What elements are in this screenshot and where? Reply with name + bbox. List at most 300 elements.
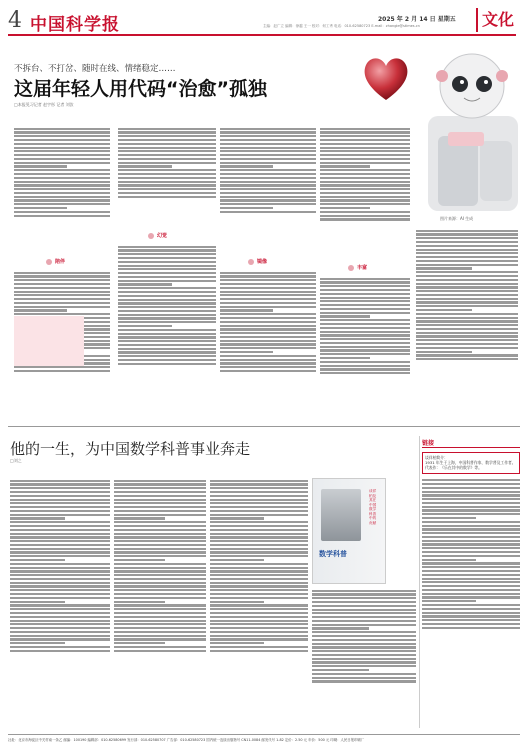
text-line [14, 203, 110, 205]
text-line [320, 319, 410, 321]
text-line [10, 589, 110, 591]
heart-icon [360, 52, 412, 104]
text-line [422, 521, 520, 523]
text-line [312, 650, 416, 652]
text-line [114, 540, 206, 542]
text-line [320, 334, 410, 336]
text-line [114, 555, 206, 557]
text-line [114, 525, 206, 527]
text-line [118, 165, 172, 167]
text-line [118, 299, 216, 301]
text-line [422, 517, 476, 519]
text-line [320, 169, 410, 171]
text-line [210, 495, 308, 497]
text-line [422, 562, 520, 564]
text-line [320, 297, 410, 299]
text-line [114, 487, 206, 489]
text-line [10, 510, 110, 512]
text-line [118, 143, 216, 145]
text-line [118, 321, 216, 323]
text-line [118, 177, 216, 179]
text-line [320, 315, 370, 317]
text-line [416, 286, 518, 288]
text-line [210, 555, 308, 557]
text-line [320, 196, 410, 198]
text-line [220, 366, 316, 368]
text-line [220, 283, 316, 285]
text-line [312, 612, 416, 614]
text-line [220, 169, 316, 171]
text-line [10, 612, 110, 614]
text-line [312, 658, 416, 660]
text-line [210, 601, 264, 603]
text-line [320, 173, 410, 175]
text-line [422, 532, 520, 534]
text-line [114, 480, 206, 482]
text-line [312, 673, 416, 675]
text-line [220, 135, 316, 137]
text-line [114, 612, 206, 614]
text-line [320, 357, 370, 359]
text-line [210, 585, 308, 587]
text-line [422, 589, 520, 591]
text-line [220, 309, 273, 311]
masthead [8, 8, 516, 36]
text-line [118, 306, 216, 308]
article-column [320, 126, 410, 262]
text-line [114, 521, 206, 523]
text-line [114, 567, 206, 569]
text-line [312, 639, 416, 641]
text-line [210, 563, 308, 565]
text-line [220, 139, 316, 141]
text-line [320, 365, 410, 367]
text-line [114, 585, 206, 587]
text-line [114, 635, 206, 637]
text-line [320, 289, 410, 291]
text-line [416, 351, 472, 353]
text-line [114, 574, 206, 576]
text-line [416, 233, 518, 235]
text-line [118, 359, 216, 361]
highlight-block [14, 316, 84, 366]
article-column [220, 270, 316, 420]
text-line [118, 188, 216, 190]
text-line [320, 338, 410, 340]
text-line [118, 283, 172, 285]
text-line [416, 347, 518, 349]
text-line [320, 165, 370, 167]
text-line [14, 309, 67, 311]
text-line [422, 570, 520, 572]
article-column [118, 244, 216, 420]
text-line [10, 567, 110, 569]
section-label: 文化 [476, 8, 518, 32]
text-line [114, 506, 206, 508]
text-line [14, 184, 110, 186]
text-line [320, 147, 410, 149]
text-line [320, 215, 410, 217]
sidebar [422, 438, 520, 728]
text-line [416, 328, 518, 330]
section-subhead: 镜像 [248, 258, 267, 267]
text-line [422, 574, 520, 576]
text-line [416, 264, 518, 266]
text-line [320, 162, 410, 164]
sidebar-line: 1931 年生于上海，中国科普作家、数学普及工作者。 [425, 460, 516, 466]
text-line [114, 597, 206, 599]
text-line [114, 536, 206, 538]
text-line [422, 551, 520, 553]
text-line [118, 181, 216, 183]
text-line [220, 181, 316, 183]
text-line [10, 563, 110, 565]
text-line [422, 525, 520, 527]
text-line [118, 184, 216, 186]
text-line [10, 638, 110, 640]
text-line [320, 293, 410, 295]
text-line [416, 354, 518, 356]
text-line [114, 499, 206, 501]
text-line [10, 570, 110, 572]
text-line [312, 609, 416, 611]
text-line [10, 536, 110, 538]
text-line [320, 199, 410, 201]
article-column [10, 478, 110, 728]
text-line [10, 616, 110, 618]
text-line [220, 347, 316, 349]
text-line [220, 294, 316, 296]
text-line [14, 143, 110, 145]
text-line [10, 620, 110, 622]
text-line [118, 329, 216, 331]
text-line [114, 642, 165, 644]
text-line [10, 623, 110, 625]
text-line [416, 294, 518, 296]
text-line [118, 363, 216, 365]
text-line [422, 578, 520, 580]
text-line [114, 529, 206, 531]
text-line [10, 601, 65, 603]
text-line [220, 325, 316, 327]
text-line [416, 241, 518, 243]
text-line [312, 605, 416, 607]
text-line [210, 540, 308, 542]
text-line [312, 680, 416, 682]
text-line [220, 317, 316, 319]
text-line [14, 128, 110, 130]
text-line [220, 158, 316, 160]
text-line [14, 291, 110, 293]
text-line [320, 207, 370, 209]
sidebar-header: 链接 [422, 438, 520, 448]
text-line [312, 669, 369, 671]
text-line [10, 646, 110, 648]
text-line [320, 327, 410, 329]
text-line [422, 596, 520, 598]
text-line [118, 131, 216, 133]
text-line [118, 154, 216, 156]
text-line [210, 616, 308, 618]
text-line [312, 590, 416, 592]
text-line [10, 514, 110, 516]
text-line [220, 196, 316, 198]
text-line [14, 366, 110, 368]
text-line [118, 169, 216, 171]
text-line [312, 635, 416, 637]
paper-logo: 中国科学报 [30, 15, 120, 35]
text-line [118, 276, 216, 278]
text-line [114, 589, 206, 591]
text-line [14, 207, 67, 209]
article-kicker: 不拆台、不打岔、随时在线、情绪稳定…… [14, 64, 176, 74]
text-line [114, 510, 206, 512]
text-line [114, 646, 206, 648]
text-line [210, 593, 308, 595]
text-line [320, 135, 410, 137]
text-line [10, 517, 65, 519]
text-line [416, 320, 518, 322]
text-line [114, 491, 206, 493]
sidebar-line: 代表作：《乐在其中的数学》等。 [425, 465, 482, 471]
text-line [422, 536, 520, 538]
text-line [10, 650, 110, 652]
book-title: 数学科普 [319, 550, 347, 558]
text-line [220, 362, 316, 364]
text-line [422, 593, 520, 595]
text-line [114, 551, 206, 553]
text-line [422, 528, 520, 530]
text-line [118, 196, 216, 198]
text-line [220, 306, 316, 308]
text-line [118, 257, 216, 259]
text-line [10, 597, 110, 599]
text-line [320, 281, 410, 283]
text-line [416, 332, 518, 334]
text-line [10, 525, 110, 527]
text-line [14, 272, 110, 274]
text-line [220, 336, 316, 338]
text-line [14, 131, 110, 133]
text-line [422, 513, 520, 515]
text-line [320, 139, 410, 141]
text-line [10, 627, 110, 629]
text-line [10, 593, 110, 595]
text-line [416, 313, 518, 315]
text-line [10, 540, 110, 542]
text-line [220, 298, 316, 300]
text-line [422, 559, 476, 561]
text-line [118, 291, 216, 293]
text-line [220, 211, 316, 213]
text-line [210, 638, 308, 640]
article-column [118, 126, 216, 230]
text-line [14, 287, 110, 289]
text-line [422, 555, 520, 557]
text-line [14, 162, 110, 164]
text-line [14, 181, 110, 183]
text-line [10, 506, 110, 508]
text-line [220, 147, 316, 149]
text-line [10, 491, 110, 493]
editor-line: 主编：赵广立 编辑：徐越 王一 校对：何工秀 电话：010-62580723 E-mail：zhangle@stimes.cn [263, 24, 420, 28]
text-line [416, 358, 518, 360]
text-line [422, 581, 520, 583]
text-line [220, 332, 316, 334]
text-line [114, 578, 206, 580]
text-line [114, 502, 206, 504]
text-line [320, 211, 410, 213]
text-line [10, 548, 110, 550]
text-line [422, 585, 520, 587]
text-line [220, 351, 273, 353]
text-line [10, 502, 110, 504]
text-line [210, 521, 308, 523]
text-line [320, 143, 410, 145]
sidebar-box [422, 452, 520, 474]
text-line [118, 249, 216, 251]
text-line [220, 328, 316, 330]
text-line [220, 370, 316, 372]
text-line [14, 147, 110, 149]
page-number: 4 [8, 8, 22, 33]
text-line [320, 154, 410, 156]
text-line [118, 128, 216, 130]
text-line [210, 578, 308, 580]
text-line [312, 627, 369, 629]
text-line [416, 279, 518, 281]
text-line [210, 597, 308, 599]
text-line [14, 306, 110, 308]
text-line [422, 612, 520, 614]
text-line [220, 184, 316, 186]
text-line [114, 620, 206, 622]
text-line [14, 165, 67, 167]
text-line [320, 128, 410, 130]
text-line [220, 165, 273, 167]
section-subhead: 丰富 [348, 264, 367, 273]
text-line [118, 302, 216, 304]
text-line [118, 158, 216, 160]
text-line [10, 642, 65, 644]
text-line [210, 491, 308, 493]
text-line [210, 502, 308, 504]
text-line [320, 372, 410, 374]
text-line [210, 487, 308, 489]
article-headline: 他的一生，为中国数学科普事业奔走 [10, 440, 251, 458]
robot-icon [408, 46, 520, 216]
text-line [10, 495, 110, 497]
text-line [114, 631, 206, 633]
text-line [416, 252, 518, 254]
sidebar-line: 谈祥柏简介： [425, 455, 448, 460]
article-column [416, 228, 518, 420]
text-line [210, 536, 308, 538]
text-line [210, 559, 264, 561]
text-line [220, 150, 316, 152]
text-line [220, 154, 316, 156]
text-line [114, 616, 206, 618]
text-line [220, 173, 316, 175]
column-rule [419, 436, 420, 728]
article-byline: □本报见习记者 赵宇彤 记者 刘汝 [14, 102, 74, 107]
text-line [10, 551, 110, 553]
text-line [114, 604, 206, 606]
article-column [320, 276, 410, 420]
text-line [118, 253, 216, 255]
text-line [320, 312, 410, 314]
article-column [210, 478, 308, 728]
text-line [114, 593, 206, 595]
text-line [320, 353, 410, 355]
text-line [220, 359, 316, 361]
text-line [14, 188, 110, 190]
text-line [114, 601, 165, 603]
text-line [416, 256, 518, 258]
text-line [320, 304, 410, 306]
text-line [312, 593, 416, 595]
text-line [416, 335, 518, 337]
text-line [118, 150, 216, 152]
text-line [422, 494, 520, 496]
text-line [14, 158, 110, 160]
text-line [10, 604, 110, 606]
text-line [10, 480, 110, 482]
text-line [220, 162, 316, 164]
text-line [220, 291, 316, 293]
article-column [114, 478, 206, 728]
text-line [14, 169, 110, 171]
text-line [320, 300, 410, 302]
text-line [210, 510, 308, 512]
text-line [220, 188, 316, 190]
text-line [10, 529, 110, 531]
text-line [210, 604, 308, 606]
text-line [10, 608, 110, 610]
text-line [416, 290, 518, 292]
text-line [114, 570, 206, 572]
text-line [312, 665, 416, 667]
section-subhead: 陪伴 [46, 258, 65, 267]
text-line [320, 131, 410, 133]
text-line [118, 295, 216, 297]
text-line [220, 343, 316, 345]
text-line [210, 650, 308, 652]
text-line [220, 275, 316, 277]
text-line [416, 309, 472, 311]
text-line [14, 135, 110, 137]
text-line [220, 340, 316, 342]
text-line [118, 325, 172, 327]
text-line [118, 351, 216, 353]
text-line [114, 650, 206, 652]
text-line [210, 570, 308, 572]
text-line [210, 533, 308, 535]
text-line [210, 574, 308, 576]
text-line [220, 287, 316, 289]
text-line [320, 349, 410, 351]
text-line [320, 342, 410, 344]
text-line [320, 331, 410, 333]
text-line [14, 154, 110, 156]
text-line [416, 260, 518, 262]
text-line [422, 604, 520, 606]
text-line [14, 196, 110, 198]
text-line [114, 483, 206, 485]
text-line [118, 280, 216, 282]
text-line [210, 517, 264, 519]
text-line [210, 612, 308, 614]
